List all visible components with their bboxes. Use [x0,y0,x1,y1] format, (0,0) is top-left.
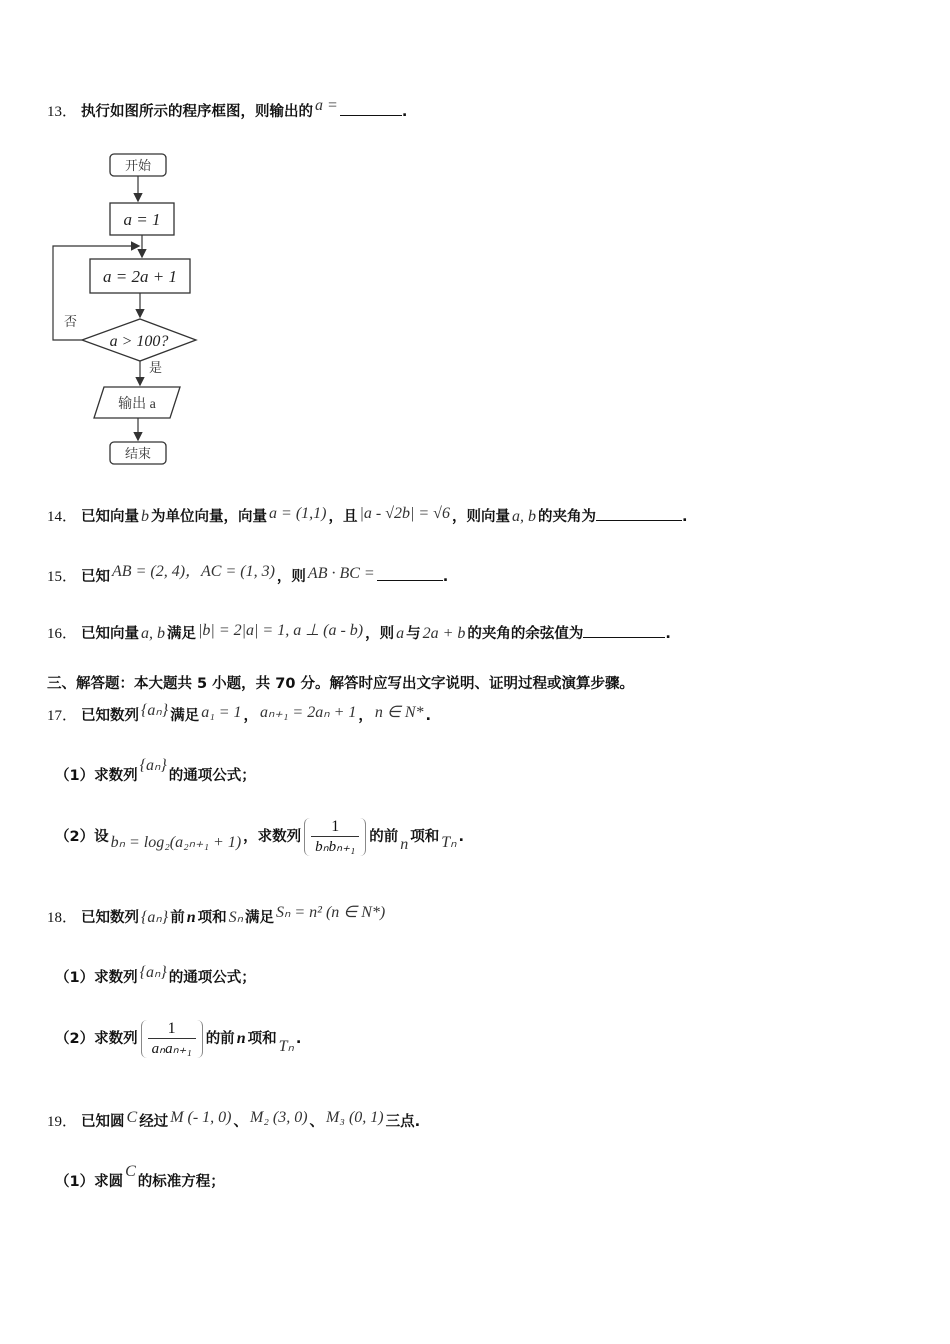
question-text: 的前 [205,1031,235,1047]
math-expr: {aₙ} [141,702,169,719]
math-expr: 2a + b [422,625,466,642]
flow-no-label: 否 [64,314,78,329]
question-text: 的夹角为 [537,509,596,525]
math-expr: a, b [511,508,536,525]
math-expr: Sₙ [228,909,243,926]
question-text: ，求数列 [243,829,302,845]
question-text: 的前 [369,829,399,845]
math-expr: bₙ = log₂(a₂ₙ₊₁ + 1) [110,834,242,851]
punct: . [665,626,671,642]
flow-start-label: 开始 [124,158,152,173]
flow-update-label: a = 2a + 1 [103,267,177,286]
question-text: 满足 [244,910,274,926]
math-expr: AB · BC = [307,565,375,582]
question-text: 的标准方程； [137,1174,225,1190]
math-expr: a, b [141,625,166,642]
question-number: 17． [47,708,78,724]
math-expr: {aₙ} [139,757,167,774]
math-expr: aₙ₊₁ = 2aₙ + 1 [260,704,357,721]
part-label: （1）求圆 [55,1174,124,1190]
question-number: 19． [47,1114,78,1130]
math-expr: a = (1,1) [269,505,327,522]
question-text: 项和 [247,1031,277,1047]
answer-blank[interactable] [596,506,682,521]
flow-yes-label: 是 [149,360,163,375]
flow-init-label: a = 1 [123,210,161,229]
question-text: 项和 [410,829,440,845]
question-text: ，则 [365,626,395,642]
question-text: 为单位向量，向量 [151,509,268,525]
punct: . [458,829,465,845]
math-expr: |a - √2b| = √6 [359,505,450,522]
question-19 [47,1110,420,1131]
math-expr: {aₙ} [141,909,169,926]
question-text: 已知数列 [81,910,140,926]
math-expr: a₁ = 1 [201,704,242,721]
fraction-denominator: bₙbₙ₊₁ [315,839,356,855]
section-heading: 三、解答题：本大题共 5 小题，共 70 分。解答时应写出文字说明、证明过程或演算步骤。 [47,676,634,692]
math-expr: b [141,508,150,525]
flowchart [48,148,208,470]
math-expr: Tₙ [278,1038,294,1055]
question-17 [47,704,431,725]
punct: . [295,1031,302,1047]
question-text: 前 [170,910,185,926]
question-number: 18． [47,910,78,926]
flow-end-label: 结束 [124,446,152,461]
question-text: 执行如图所示的程序框图，则输出的 [81,104,314,120]
punct: ， [243,708,259,724]
math-expr: n [400,836,409,853]
answer-blank[interactable] [583,623,665,638]
math-expr: n [236,1030,246,1047]
answer-blank[interactable] [340,101,402,116]
math-expr: C [125,1163,136,1180]
math-expr: a = [315,97,338,114]
question-14 [47,505,687,526]
question-text: 已知向量 [81,626,140,642]
question-text: 的通项公式； [168,970,256,986]
math-expr: |b| = 2|a| = 1, a ⊥ (a - b) [198,622,364,639]
math-expr: Tₙ [441,834,457,851]
question-text: 的通项公式； [168,768,256,784]
math-expr: {aₙ} [139,964,167,981]
math-expr: a [396,625,405,642]
punct: . [681,509,688,525]
question-text: ，且 [328,509,358,525]
math-expr: n [186,909,196,926]
question-17-part-2 [55,818,464,856]
question-18-part-2 [55,1020,301,1058]
question-text: 与 [406,626,421,642]
question-number: 14． [47,509,78,525]
question-text: 项和 [197,910,227,926]
punct: . [442,569,449,585]
question-number: 13． [47,104,78,120]
math-expr: AB = (2, 4)，AC = (1, 3) [112,563,275,580]
question-text: 已知数列 [81,708,140,724]
fraction [304,818,366,856]
question-text: 的夹角的余弦值为 [467,626,584,642]
question-text: 经过 [139,1114,169,1130]
question-text: ，则 [276,569,306,585]
fraction [141,1020,203,1058]
question-text: 已知 [81,569,111,585]
part-label: （1）求数列 [55,768,138,784]
fraction-numerator: 1 [148,1020,196,1039]
question-18 [47,906,387,927]
flow-condition-label: a > 100? [109,333,169,350]
question-16 [47,622,671,643]
math-expr: M (- 1, 0) [170,1109,232,1126]
question-15 [47,563,448,586]
question-17-part-1 [55,757,256,785]
question-number: 15． [47,569,78,585]
fraction-numerator: 1 [311,818,359,837]
question-19-part-1 [55,1163,225,1191]
question-number: 16． [47,626,78,642]
flow-output-label: 输出 a [118,397,156,412]
question-13 [47,97,408,121]
part-label: （2）求数列 [55,1031,138,1047]
fraction-denominator: aₙaₙ₊₁ [151,1041,192,1057]
math-expr: C [126,1109,138,1126]
question-text: 满足 [167,626,197,642]
math-expr: Sₙ = n² (n ∈ N*) [275,904,386,921]
punct: ， [358,708,373,724]
punct: . [401,104,408,120]
question-text: 已知圆 [81,1114,125,1130]
question-text: ，则向量 [451,509,510,525]
part-label: （1）求数列 [55,970,138,986]
punct: 、 [233,1114,248,1130]
punct: 、 [309,1114,325,1130]
part-label: （2）设 [55,829,109,845]
question-text: 已知向量 [81,509,140,525]
math-expr: M₃ (0, 1) [326,1109,384,1126]
math-expr: M₂ (3, 0) [250,1109,308,1126]
math-expr: n ∈ N* [374,704,424,721]
question-text: 三点. [385,1114,421,1130]
answer-blank[interactable] [377,566,443,581]
question-18-part-1 [55,966,256,987]
question-text: 满足 [170,708,200,724]
punct: . [425,708,432,724]
